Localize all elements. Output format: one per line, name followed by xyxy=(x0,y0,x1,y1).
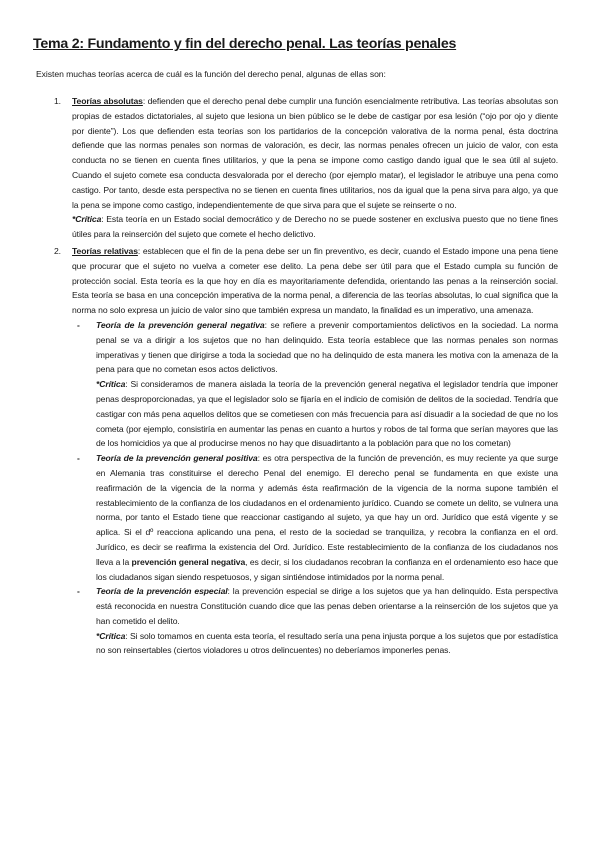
sub-item-general-positive xyxy=(72,451,558,584)
sub-paragraph xyxy=(96,318,558,377)
item-heading: Teorías relativas xyxy=(72,245,138,256)
dash-bullet: - xyxy=(77,453,80,464)
sub-paragraph xyxy=(96,584,558,628)
sub-text-continued: , es decir, si los ciudadanos recobran la confianza en el ordenamiento eso hace que los ciudadanos sigan siendo respetuosos, y sigan sintiéndose intimidados por la norma penal. xyxy=(96,556,559,582)
theories-list xyxy=(48,94,558,658)
sub-item-general-negative xyxy=(72,318,558,451)
sub-list xyxy=(72,318,558,658)
sub-text: : se refiere a prevenir comportamientos delictivos en la sociedad. La norma penal se va a dirigir a los sujetos que no han delinquido. Esta teoría establece que las normas penales son normas imperativas y tienen que dirigirse a toda la sociedad que no ha delinquido de esta manera les motiva con la amenaza de la pena para que no cometan esos actos delictivos. xyxy=(96,319,559,375)
sub-heading: Teoría de la prevención general positiva xyxy=(96,453,258,464)
item-text: : establecen que el fin de la pena debe ser un fin preventivo, es decir, cuando el Estado impone una pena tiene que procurar que el sujeto no vuelva a cometer ese delito. La pena debe ser útil para que el Estado cumpla su función de protección social. Esta teoría es la que hoy en día es mayoritariamente defendida, orientando las penas a la reinserción social. Esta teoría se basa en una concepción imperativa de la norma penal, a diferencia de las teorías absolutas, lo cual significa que la norma no solo expresa un juicio de valor sino que también expresa un mandato, la finalidad es un imperativo, una amenaza. xyxy=(72,245,558,316)
critica-paragraph xyxy=(72,212,558,242)
item-paragraph xyxy=(72,244,558,318)
critica-paragraph xyxy=(96,377,558,451)
dash-bullet: - xyxy=(77,586,80,597)
list-number: 1. xyxy=(54,96,61,106)
critica-label: *Crítica xyxy=(96,630,126,641)
sub-text: : la prevención especial se dirige a los sujetos que ya han delinquido. Esta perspectiva está reconocida en nuestra Constitución cuando dice que las penas deben orientarse a la reinserción de los sujetos que ya han cometido el delito. xyxy=(96,586,558,626)
intro-paragraph: Existen muchas teorías acerca de cuál es la función del derecho penal, algunas de ellas son: xyxy=(36,69,386,79)
item-text: : defienden que el derecho penal debe cumplir una función esencialmente retributiva. Las teorías absolutas son propias de estados dictatoriales, al sujeto que lesiona un bien público se le debe de castigar por esa lesión (“ojo por ojo y diente por diente”). Los que defienden esta teorías son los partidarios de la concepción valorativa de la norma penal, ésta doctrina defiende que las normas penales son normas de valoración, es decir, las normas penales ofrecen un juicio de valor, con esta conducta no se tienen en cuenta fines utilitarios, y que la pena se impone como castigo dando igual que le sea útil al sujeto. Cuando el sujeto comete esa conducta desvalorada por el derecho (por ejemplo matar), el legislador le atribuye una pena como castigo. Por tanto, desde esta perspectiva no se tienen en cuenta fines utilitarios, nos da igual que la pena sirva para algo, ya que la pena se impone como castigo, independientemente de que sirva para que el sujete se reinserte o no. xyxy=(72,96,559,210)
sub-text: : es otra perspectiva de la función de prevención, es muy reciente ya que surge en Alemania tras constituirse el derecho Penal del enemigo. El derecho penal se fundamenta en que existe una reafirmación de la vigencia de la norma y además ésta reafirmación de la vigencia de la norma supone también el restablecimiento de la confianza de los ciudadanos en el ordenamiento jurídico. Cuando se comete un delito, se vulnera una norma, por tanto el Estado tiene que reaccionar castigando al sujeto, ya que hay un ord. Jurídico que está vigente y se aplica. Si el dº reacciona aplicando una pena, el resto de la sociedad se tranquiliza, y recobra la confianza en el ord. Jurídico, es decir se reafirma la existencia del Ord. Jurídico. Este restablecimiento de la confianza de los ciudadanos nos lleva a la xyxy=(96,453,558,567)
critica-text: : Si solo tomamos en cuenta esta teoría, el resultado sería una pena injusta porque a los sujetos que por estadística no son reinsertables (ciertos violadores u otros delincuentes) no deberíamos imponerles penas. xyxy=(96,630,558,656)
sub-heading: Teoría de la prevención especial xyxy=(96,586,228,597)
page-title: Tema 2: Fundamento y fin del derecho penal. Las teorías penales xyxy=(33,36,457,52)
critica-label: *Crítica xyxy=(72,214,102,225)
critica-paragraph xyxy=(96,629,558,659)
emphasis-text: prevención general negativa xyxy=(131,556,246,567)
critica-label: *Crítica xyxy=(96,379,126,390)
item-paragraph xyxy=(72,94,558,212)
sub-paragraph xyxy=(96,451,558,584)
sub-heading: Teoría de la prevención general negativa xyxy=(96,319,265,330)
dash-bullet: - xyxy=(77,319,80,330)
critica-text: : Si consideramos de manera aislada la teoría de la prevención general negativa el legislador tendría que imponer penas desproporcionadas, ya que el legislador solo se fijaría en el indicio de comisión de delitos de la sociedad. Tendría que castigar con más pena aquellos delitos que se cometiesen con más frecuencia para así disuadir a la sociedad de que no los cometa (por ejemplo, consistiría en aumentar las penas en cuanto a hurtos y robos de tal forma que serían mayores que las de los homicidios ya que al producirse menos no hay que disuadirtanto a la población para que no los cometan) xyxy=(96,379,558,449)
list-item-absolute-theories xyxy=(48,94,558,242)
list-number: 2. xyxy=(54,245,61,256)
critica-text: : Esta teoría en un Estado social democrático y de Derecho no se puede sostener en exclusiva puesto que no tiene fines útiles para la reinserción del sujeto que comete el hecho delictivo. xyxy=(72,214,558,240)
item-heading: Teorías absolutas xyxy=(72,96,143,106)
sub-item-special xyxy=(72,584,558,658)
list-item-relative-theories xyxy=(48,244,558,658)
